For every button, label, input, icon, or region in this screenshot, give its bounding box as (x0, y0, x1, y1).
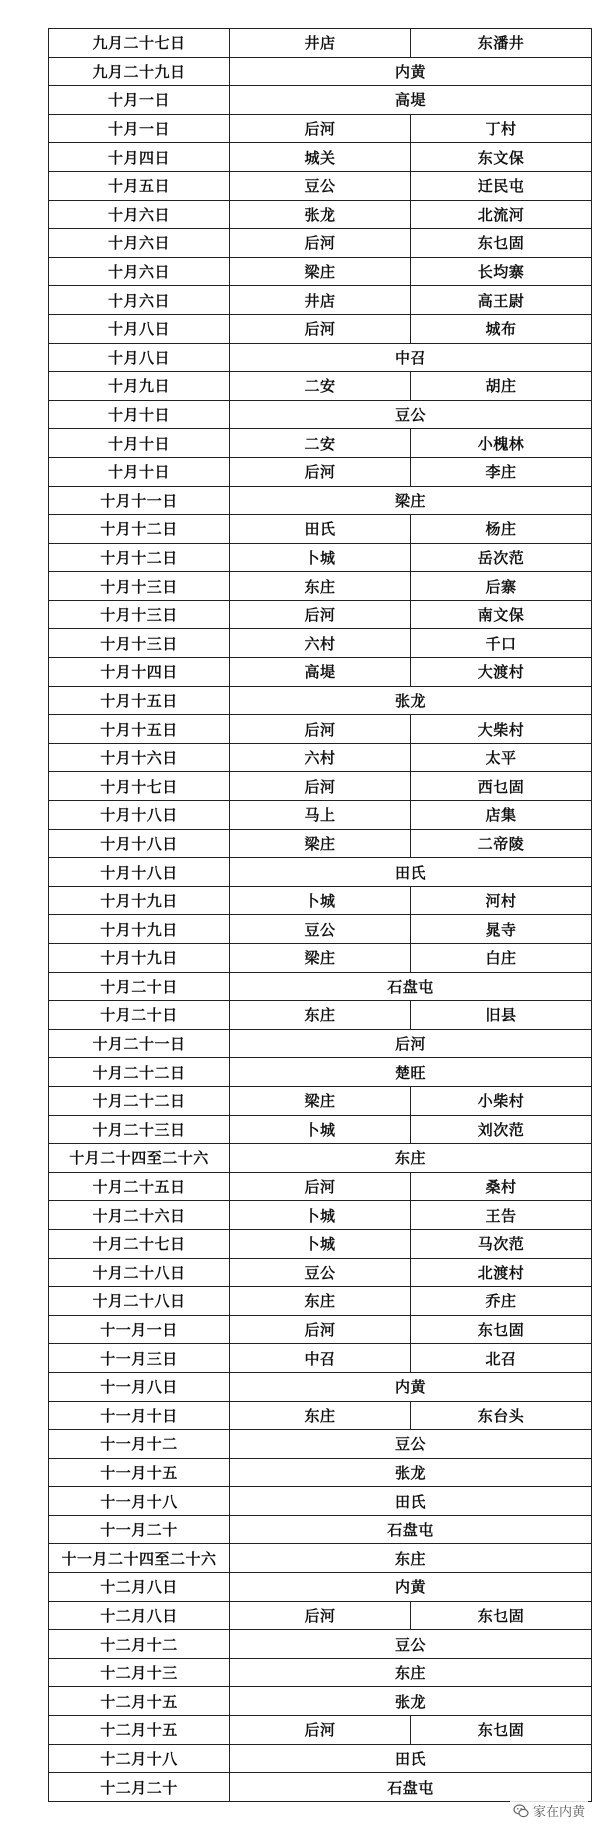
table-row (49, 1258, 592, 1287)
date-cell: 十月二十五日 (49, 1172, 230, 1201)
watermark-text: 家在内黄 (532, 1805, 585, 1820)
table-row (49, 1515, 592, 1544)
date-cell: 十月十八日 (49, 858, 230, 887)
town-cell: 后河 (230, 715, 411, 744)
village-cell: 后寨 (411, 572, 592, 601)
village-cell: 城布 (411, 314, 592, 343)
table-row (49, 29, 592, 58)
date-cell: 十一月十五 (49, 1458, 230, 1487)
village-cell: 北流河 (411, 200, 592, 229)
village-cell: 小槐林 (411, 429, 592, 458)
village-cell: 晁寺 (411, 915, 592, 944)
table-row (49, 1430, 592, 1459)
town-cell: 二安 (230, 372, 411, 401)
town-cell: 中召 (230, 1344, 411, 1373)
table-row (49, 858, 592, 887)
table-row (49, 915, 592, 944)
date-cell: 十月八日 (49, 314, 230, 343)
table-row (49, 343, 592, 372)
date-cell: 十月十三日 (49, 629, 230, 658)
table-row (49, 1401, 592, 1430)
table-row (49, 658, 592, 687)
date-cell: 十月十日 (49, 429, 230, 458)
place-cell-merged: 后河 (230, 1029, 592, 1058)
village-cell: 东乜固 (411, 1601, 592, 1630)
village-cell: 白庄 (411, 944, 592, 973)
table-row (49, 229, 592, 258)
date-cell: 十月二十八日 (49, 1258, 230, 1287)
place-cell-merged: 田氏 (230, 858, 592, 887)
table-row (49, 1573, 592, 1602)
town-cell: 井店 (230, 29, 411, 58)
date-cell: 十二月十五 (49, 1687, 230, 1716)
date-cell: 十月十二日 (49, 543, 230, 572)
town-cell: 东庄 (230, 572, 411, 601)
place-cell-merged: 东庄 (230, 1658, 592, 1687)
town-cell: 二安 (230, 429, 411, 458)
town-cell: 东庄 (230, 1287, 411, 1316)
town-cell: 豆公 (230, 915, 411, 944)
village-cell: 二帝陵 (411, 829, 592, 858)
village-cell: 高王尉 (411, 286, 592, 315)
date-cell: 十月二十三日 (49, 1115, 230, 1144)
table-row (49, 1344, 592, 1373)
date-cell: 十月十九日 (49, 944, 230, 973)
village-cell: 千口 (411, 629, 592, 658)
table-row (49, 1086, 592, 1115)
table-row (49, 686, 592, 715)
table-row (49, 515, 592, 544)
date-cell: 十月六日 (49, 229, 230, 258)
place-cell-merged: 豆公 (230, 1630, 592, 1659)
table-row (49, 429, 592, 458)
village-cell: 桑村 (411, 1172, 592, 1201)
date-cell: 十月一日 (49, 114, 230, 143)
village-cell: 马次范 (411, 1229, 592, 1258)
town-cell: 田氏 (230, 515, 411, 544)
village-cell: 店集 (411, 801, 592, 830)
village-cell: 北召 (411, 1344, 592, 1373)
town-cell: 六村 (230, 629, 411, 658)
table-row (49, 944, 592, 973)
place-cell-merged: 田氏 (230, 1487, 592, 1516)
date-cell: 十二月八日 (49, 1601, 230, 1630)
date-cell: 十月二十六日 (49, 1201, 230, 1230)
date-cell: 十月二十八日 (49, 1287, 230, 1316)
town-cell: 井店 (230, 286, 411, 315)
date-cell: 十月十九日 (49, 915, 230, 944)
date-cell: 十月六日 (49, 257, 230, 286)
town-cell: 卜城 (230, 1201, 411, 1230)
date-cell: 十二月十五 (49, 1716, 230, 1745)
town-cell: 豆公 (230, 1258, 411, 1287)
place-cell-merged: 石盘屯 (230, 1773, 592, 1802)
village-cell: 太平 (411, 743, 592, 772)
village-cell: 河村 (411, 886, 592, 915)
date-cell: 十月二十一日 (49, 1029, 230, 1058)
date-cell: 十二月八日 (49, 1573, 230, 1602)
town-cell: 后河 (230, 1172, 411, 1201)
village-cell: 乔庄 (411, 1287, 592, 1316)
town-cell: 六村 (230, 743, 411, 772)
table-row (49, 1630, 592, 1659)
place-cell-merged: 张龙 (230, 686, 592, 715)
date-cell: 十月二十七日 (49, 1229, 230, 1258)
date-cell: 十月六日 (49, 286, 230, 315)
village-cell: 东乜固 (411, 1716, 592, 1745)
place-cell-merged: 内黄 (230, 1573, 592, 1602)
town-cell: 后河 (230, 229, 411, 258)
date-cell: 十月十二日 (49, 515, 230, 544)
village-cell: 东潘井 (411, 29, 592, 58)
table-row (49, 486, 592, 515)
town-cell: 后河 (230, 114, 411, 143)
village-cell: 杨庄 (411, 515, 592, 544)
town-cell: 梁庄 (230, 944, 411, 973)
town-cell: 高堤 (230, 658, 411, 687)
table-row (49, 715, 592, 744)
date-cell: 十一月十二 (49, 1430, 230, 1459)
table-row (49, 1287, 592, 1316)
place-cell-merged: 张龙 (230, 1458, 592, 1487)
place-cell-merged: 内黄 (230, 57, 592, 86)
town-cell: 后河 (230, 1315, 411, 1344)
table-row (49, 1001, 592, 1030)
schedule-sheet (48, 28, 591, 1802)
town-cell: 后河 (230, 600, 411, 629)
date-cell: 十月九日 (49, 372, 230, 401)
town-cell: 梁庄 (230, 257, 411, 286)
town-cell: 卜城 (230, 1115, 411, 1144)
date-cell: 十二月十八 (49, 1744, 230, 1773)
table-row (49, 200, 592, 229)
date-cell: 十月十五日 (49, 686, 230, 715)
table-row (49, 143, 592, 172)
village-cell: 南文保 (411, 600, 592, 629)
table-row (49, 1172, 592, 1201)
date-cell: 十月十三日 (49, 572, 230, 601)
town-cell: 卜城 (230, 886, 411, 915)
place-cell-merged: 中召 (230, 343, 592, 372)
village-cell: 小柴村 (411, 1086, 592, 1115)
schedule-table-body (49, 29, 592, 1802)
date-cell: 十月二十二日 (49, 1058, 230, 1087)
table-row (49, 57, 592, 86)
village-cell: 东文保 (411, 143, 592, 172)
date-cell: 十月八日 (49, 343, 230, 372)
table-row (49, 400, 592, 429)
town-cell: 后河 (230, 772, 411, 801)
town-cell: 马上 (230, 801, 411, 830)
date-cell: 十月十九日 (49, 886, 230, 915)
village-cell: 东乜固 (411, 1315, 592, 1344)
village-cell: 北渡村 (411, 1258, 592, 1287)
date-cell: 十月六日 (49, 200, 230, 229)
town-cell: 豆公 (230, 171, 411, 200)
date-cell: 十一月八日 (49, 1372, 230, 1401)
place-cell-merged: 楚旺 (230, 1058, 592, 1087)
date-cell: 十月十八日 (49, 801, 230, 830)
village-cell: 西乜固 (411, 772, 592, 801)
date-cell: 十一月一日 (49, 1315, 230, 1344)
date-cell: 十月十一日 (49, 486, 230, 515)
town-cell: 东庄 (230, 1001, 411, 1030)
table-row (49, 743, 592, 772)
table-row (49, 629, 592, 658)
date-cell: 十一月三日 (49, 1344, 230, 1373)
village-cell: 岳次范 (411, 543, 592, 572)
date-cell: 十月十七日 (49, 772, 230, 801)
date-cell: 十二月十二 (49, 1630, 230, 1659)
table-row (49, 86, 592, 115)
village-cell: 东乜固 (411, 229, 592, 258)
table-row (49, 1744, 592, 1773)
table-row (49, 1487, 592, 1516)
table-row (49, 829, 592, 858)
table-row (49, 801, 592, 830)
place-cell-merged: 高堤 (230, 86, 592, 115)
date-cell: 九月二十七日 (49, 29, 230, 58)
village-cell: 丁村 (411, 114, 592, 143)
place-cell-merged: 石盘屯 (230, 972, 592, 1001)
table-row (49, 1687, 592, 1716)
place-cell-merged: 田氏 (230, 1744, 592, 1773)
date-cell: 十一月二十 (49, 1515, 230, 1544)
village-cell: 大柴村 (411, 715, 592, 744)
town-cell: 后河 (230, 1601, 411, 1630)
table-row (49, 1773, 592, 1802)
village-cell: 王告 (411, 1201, 592, 1230)
village-cell: 胡庄 (411, 372, 592, 401)
table-row (49, 1658, 592, 1687)
table-row (49, 1315, 592, 1344)
date-cell: 十月十六日 (49, 743, 230, 772)
place-cell-merged: 豆公 (230, 400, 592, 429)
table-row (49, 1458, 592, 1487)
village-cell: 大渡村 (411, 658, 592, 687)
town-cell: 城关 (230, 143, 411, 172)
place-cell-merged: 东庄 (230, 1544, 592, 1573)
date-cell: 十二月十三 (49, 1658, 230, 1687)
date-cell: 十月十日 (49, 457, 230, 486)
date-cell: 十月二十日 (49, 1001, 230, 1030)
date-cell: 十二月二十 (49, 1773, 230, 1802)
town-cell: 后河 (230, 1716, 411, 1745)
date-cell: 十月十三日 (49, 600, 230, 629)
date-cell: 十月二十二日 (49, 1086, 230, 1115)
date-cell: 十一月二十四至二十六 (49, 1544, 230, 1573)
table-row (49, 1144, 592, 1173)
schedule-table (48, 28, 592, 1802)
table-row (49, 572, 592, 601)
place-cell-merged: 东庄 (230, 1144, 592, 1173)
table-row (49, 1544, 592, 1573)
table-row (49, 1716, 592, 1745)
town-cell: 梁庄 (230, 829, 411, 858)
table-row (49, 543, 592, 572)
table-row (49, 1201, 592, 1230)
date-cell: 九月二十九日 (49, 57, 230, 86)
table-row (49, 1029, 592, 1058)
town-cell: 东庄 (230, 1401, 411, 1430)
table-row (49, 314, 592, 343)
place-cell-merged: 梁庄 (230, 486, 592, 515)
date-cell: 十一月十八 (49, 1487, 230, 1516)
date-cell: 十月二十四至二十六 (49, 1144, 230, 1173)
town-cell: 梁庄 (230, 1086, 411, 1115)
town-cell: 卜城 (230, 1229, 411, 1258)
town-cell: 后河 (230, 457, 411, 486)
town-cell: 张龙 (230, 200, 411, 229)
table-row (49, 886, 592, 915)
table-row (49, 1115, 592, 1144)
village-cell: 长均寨 (411, 257, 592, 286)
watermark (510, 1800, 588, 1821)
table-row (49, 171, 592, 200)
village-cell: 东台头 (411, 1401, 592, 1430)
date-cell: 十月一日 (49, 86, 230, 115)
date-cell: 十月二十日 (49, 972, 230, 1001)
table-row (49, 1058, 592, 1087)
village-cell: 刘次范 (411, 1115, 592, 1144)
table-row (49, 114, 592, 143)
date-cell: 十月十四日 (49, 658, 230, 687)
date-cell: 十月十八日 (49, 829, 230, 858)
place-cell-merged: 内黄 (230, 1372, 592, 1401)
table-row (49, 286, 592, 315)
village-cell: 迁民屯 (411, 171, 592, 200)
date-cell: 十月十日 (49, 400, 230, 429)
table-row (49, 372, 592, 401)
place-cell-merged: 张龙 (230, 1687, 592, 1716)
table-row (49, 257, 592, 286)
town-cell: 卜城 (230, 543, 411, 572)
village-cell: 旧县 (411, 1001, 592, 1030)
table-row (49, 1601, 592, 1630)
date-cell: 十月十五日 (49, 715, 230, 744)
table-row (49, 972, 592, 1001)
date-cell: 十月五日 (49, 171, 230, 200)
place-cell-merged: 石盘屯 (230, 1515, 592, 1544)
table-row (49, 1229, 592, 1258)
wechat-icon (513, 1803, 529, 1819)
village-cell: 李庄 (411, 457, 592, 486)
date-cell: 十月四日 (49, 143, 230, 172)
table-row (49, 600, 592, 629)
table-row (49, 457, 592, 486)
table-row (49, 1372, 592, 1401)
place-cell-merged: 豆公 (230, 1430, 592, 1459)
date-cell: 十一月十日 (49, 1401, 230, 1430)
town-cell: 后河 (230, 314, 411, 343)
table-row (49, 772, 592, 801)
